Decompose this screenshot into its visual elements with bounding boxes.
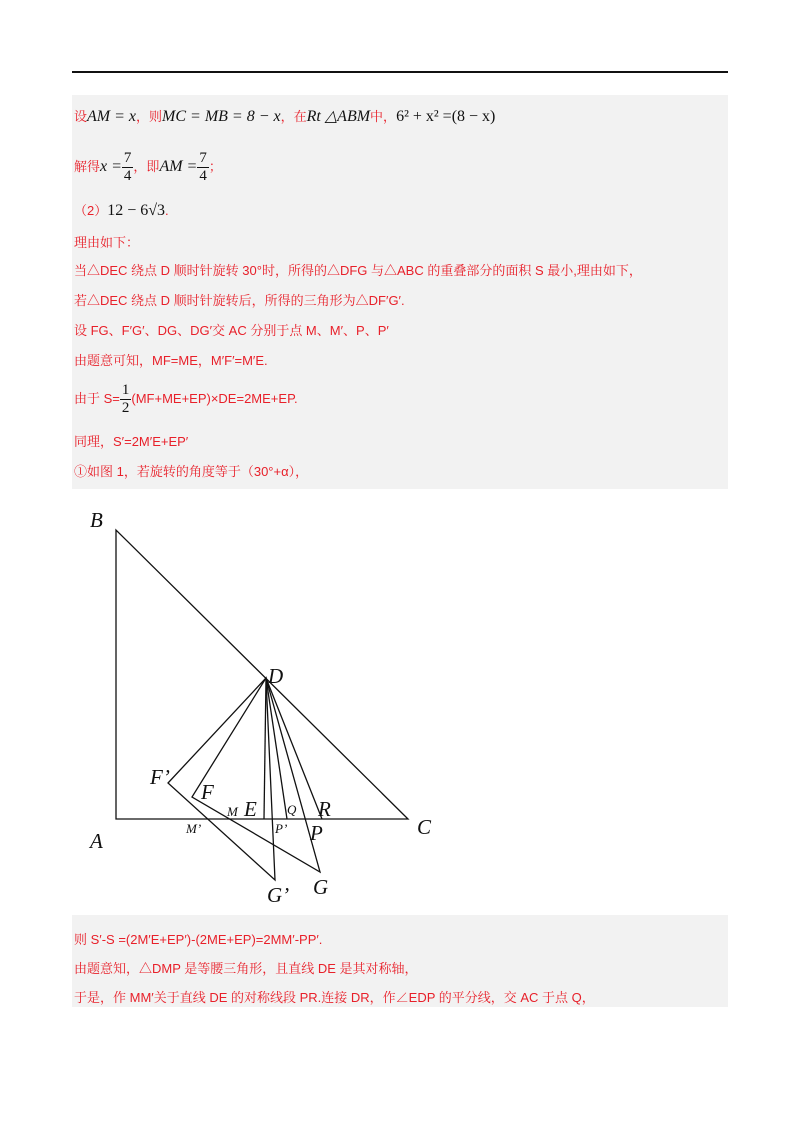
label-g-prime: G’: [267, 883, 290, 907]
line-13: 由题意知，△DMP 是等腰三角形，且直线 DE 是其对称轴，: [74, 961, 418, 976]
line-5: 当△DEC 绕点 D 顺时针旋转 30°时，所得的△DFG 与△ABC 的重叠部分的面积 S 最小,理由如下，: [74, 263, 642, 278]
label-m-prime: M’: [186, 821, 202, 836]
line-1: [74, 106, 495, 126]
math: AM =: [159, 157, 198, 175]
label-e: E: [244, 797, 257, 821]
header-rule: [72, 71, 728, 73]
denominator: 4: [123, 168, 132, 184]
fraction: [122, 150, 134, 185]
text: (MF+ME+EP)×DE=2ME+EP.: [131, 390, 298, 406]
line-9: [74, 382, 298, 417]
text: （2）: [74, 203, 108, 218]
numerator: 1: [121, 382, 130, 398]
label-b: B: [90, 508, 103, 532]
triangle-dfg: [192, 678, 320, 872]
label-d: D: [268, 664, 284, 688]
segment-de: [264, 678, 266, 819]
geometry-diagram: [72, 489, 453, 915]
line-3: [74, 200, 169, 220]
math: MC = MB = 8 − x: [162, 108, 281, 125]
label-m: M: [227, 804, 238, 819]
math: 12 − 6√3: [107, 202, 166, 219]
text: 解得: [74, 158, 101, 174]
label-r: R: [318, 797, 331, 821]
text: ；: [208, 158, 222, 174]
triangle-df1g1: [168, 678, 275, 880]
fraction: [197, 150, 209, 185]
line-14: 于是，作 MM′关于直线 DE 的对称线段 PR.连接 DR，作∠EDP 的平分线，交 AC 于点 Q，: [74, 990, 595, 1005]
math: AM = x: [87, 108, 137, 125]
label-p: P: [310, 821, 323, 845]
math: x =: [100, 157, 122, 175]
figure-1: [72, 489, 453, 915]
segment-dr: [266, 678, 322, 819]
denominator: 2: [121, 400, 130, 416]
text: 设: [74, 109, 88, 124]
text: .: [165, 203, 169, 218]
line-4: 理由如下：: [74, 235, 140, 250]
text: ，则: [136, 109, 163, 124]
denominator: 4: [199, 168, 207, 184]
label-f: F: [201, 780, 214, 804]
label-p-prime: P’: [275, 821, 288, 836]
label-g: G: [313, 875, 329, 899]
label-a: A: [90, 829, 103, 853]
label-f-prime: F’: [150, 765, 170, 789]
line-2: [74, 150, 222, 185]
text: 中，: [370, 109, 397, 124]
text: 由于 S=: [74, 390, 120, 406]
fraction: [120, 382, 132, 417]
line-6: 若△DEC 绕点 D 顺时针旋转后，所得的三角形为△DF′G′.: [74, 293, 405, 308]
numerator: 7: [199, 150, 207, 166]
numerator: 7: [123, 150, 132, 166]
label-c: C: [417, 815, 432, 839]
line-10: 同理，S′=2M′E+EP′: [74, 434, 189, 449]
text: ，即: [133, 158, 160, 174]
line-8: 由题意可知，MF=ME，M′F′=M′E.: [74, 353, 268, 368]
label-q: Q: [287, 802, 297, 817]
line-7: 设 FG、F′G′、DG、DG′交 AC 分别于点 M、M′、P、P′: [74, 323, 389, 338]
math: Rt △ABM: [306, 108, 371, 125]
line-11: ①如图 1，若旋转的角度等于（30°+α），: [74, 464, 309, 479]
math: 6² + x² =(8 − x): [396, 108, 496, 125]
line-12: 则 S′-S =(2M′E+EP′)-(2ME+EP)=2MM′-PP′.: [74, 932, 323, 947]
text: ，在: [280, 109, 307, 124]
